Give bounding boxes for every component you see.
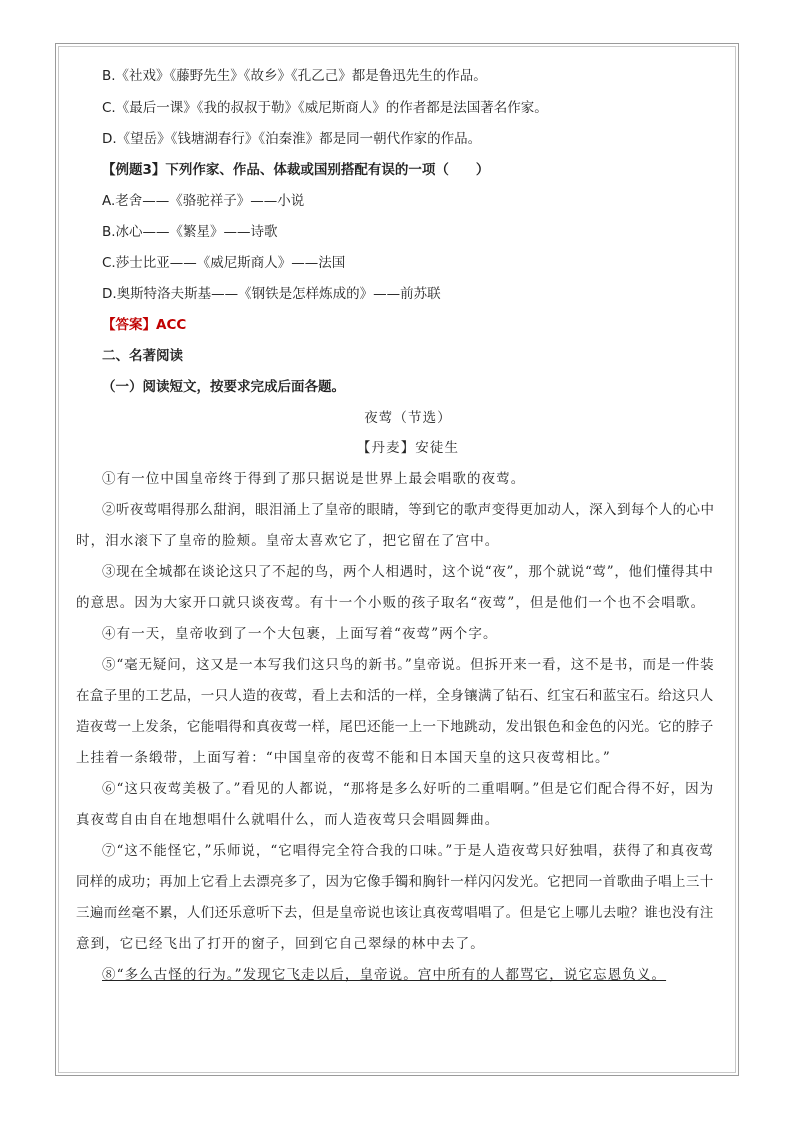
section2-heading: 二、名著阅读: [102, 348, 183, 364]
passage-line: ③现在全城都在谈论这只了不起的鸟，两个人相遇时，这个说“夜”，那个就说“莺”，他们懂得其中: [102, 564, 714, 580]
passage-line: 在盒子里的工艺品，一只人造的夜莺，看上去和活的一样，全身镶满了钻石、红宝石和蓝宝石。给这只人: [76, 688, 714, 704]
passage-line: 真夜莺自由自在地想唱什么就唱什么，而人造夜莺只会唱圆舞曲。: [76, 812, 500, 828]
option-d-prev: D.《望岳》《钱塘湖春行》《泊秦淮》都是同一朝代作家的作品。: [102, 131, 482, 147]
passage-line: ⑦“这不能怪它，”乐师说，“它唱得完全符合我的口味。”于是人造夜莺只好独唱，获得了和真夜莺: [102, 843, 715, 859]
passage-author: 【丹麦】安徒生: [356, 440, 460, 456]
example3-option-d: D.奥斯特洛夫斯基——《钢铁是怎样炼成的》——前苏联: [102, 286, 441, 302]
passage-line: 上挂着一条缎带，上面写着：“中国皇帝的夜莺不能和日本国天皇的这只夜莺相比。”: [76, 750, 611, 766]
passage-line: 造夜莺一上发条，它能唱得和真夜莺一样，尾巴还能一上一下地跳动，发出银色和金色的闪光。它的脖子: [76, 719, 714, 735]
passage-line: ④有一天，皇帝收到了一个大包裹，上面写着“夜莺”两个字。: [102, 626, 498, 642]
passage-line: 时，泪水滚下了皇帝的脸颊。皇帝太喜欢它了，把它留在了宫中。: [76, 533, 500, 549]
passage-line: ②听夜莺唱得那么甜润，眼泪涌上了皇帝的眼睛，等到它的歌声变得更加动人，深入到每个人的心中: [102, 502, 715, 518]
answer-value: ACC: [156, 317, 187, 333]
passage-line: 同样的成功；再加上它看上去漂亮多了，因为它像手镯和胸针一样闪闪发光。它把同一首歌曲子唱上三十: [76, 874, 714, 890]
section2-subheading: （一）阅读短文，按要求完成后面各题。: [102, 379, 345, 395]
passage-line: ⑥“这只夜莺美极了。”看见的人都说，“那将是多么好听的二重唱啊。”但是它们配合得不好，因为: [102, 781, 715, 797]
passage-line: 三遍而丝毫不累，人们还乐意听下去，但是皇帝说也该让真夜莺唱唱了。但是它上哪儿去啦？谁也没有注: [76, 905, 714, 921]
example3-title: 【例题3】下列作家、作品、体裁或国别搭配有误的一项（ ）: [102, 162, 490, 178]
option-c-prev: C.《最后一课》《我的叔叔于勒》《威尼斯商人》的作者都是法国著名作家。: [102, 100, 548, 116]
answer-line: [102, 313, 186, 333]
passage-line: 的意思。因为大家开口就只谈夜莺。有十一个小贩的孩子取名“夜莺”，但是他们一个也不会唱歌。: [76, 595, 706, 611]
passage-line: ①有一位中国皇帝终于得到了那只据说是世界上最会唱歌的夜莺。: [102, 471, 526, 487]
answer-label: 【答案】: [102, 317, 156, 333]
example3-option-a: A.老舍——《骆驼祥子》——小说: [102, 193, 305, 209]
passage-line: 意到，它已经飞出了打开的窗子，回到它自己翠绿的林中去了。: [76, 936, 485, 952]
passage-line: ⑧“多么古怪的行为。”发现它飞走以后，皇帝说。宫中所有的人都骂它，说它忘恩负义。: [102, 967, 667, 983]
example3-option-c: C.莎士比亚——《威尼斯商人》——法国: [102, 255, 346, 271]
example3-option-b: B.冰心——《繁星》——诗歌: [102, 224, 278, 240]
passage-line: ⑤“毫无疑问，这又是一本写我们这只鸟的新书。”皇帝说。但拆开来一看，这不是书，而是一件装: [102, 657, 715, 673]
passage-title: 夜莺（节选）: [364, 410, 452, 426]
option-b-prev: B.《社戏》《藤野先生》《故乡》《孔乙己》都是鲁迅先生的作品。: [102, 68, 487, 84]
